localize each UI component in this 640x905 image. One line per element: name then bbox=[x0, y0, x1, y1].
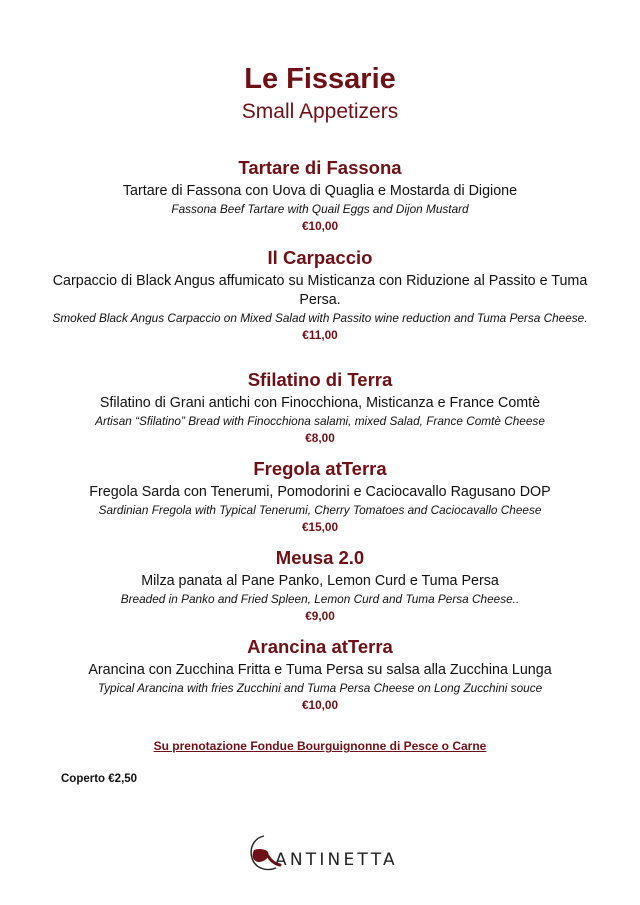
menu-item-sfilatino bbox=[50, 368, 590, 447]
menu-item-description-english: Breaded in Panko and Fried Spleen, Lemon Curd and Tuma Persa Cheese.. bbox=[120, 592, 520, 606]
menu-item-fregola bbox=[50, 457, 590, 536]
menu-item-description-english: Smoked Black Angus Carpaccio on Mixed Salad with Passito wine reduction and Tuma Persa Cheese. bbox=[52, 311, 588, 325]
menu-item-price: €10,00 bbox=[301, 219, 339, 233]
menu-item-price: €9,00 bbox=[305, 609, 335, 623]
menu-item-name: Tartare di Fassona bbox=[238, 157, 402, 178]
menu-item-price: €11,00 bbox=[302, 328, 338, 342]
page-title: Le Fissarie bbox=[244, 63, 396, 95]
menu-item-name: Fregola atTerra bbox=[253, 458, 387, 479]
menu-item-price: €15,00 bbox=[301, 520, 339, 534]
menu-item-carpaccio bbox=[50, 246, 590, 344]
menu-item-description-english: Artisan “Sfilatino” Bread with Finocchiona salami, mixed Salad, France Comtè Cheese bbox=[95, 414, 545, 428]
menu-item-description-english: Fassona Beef Tartare with Quail Eggs and Dijon Mustard bbox=[171, 202, 469, 216]
menu-item-description-italian: Carpaccio di Black Angus affumicato su Misticanza con Riduzione al Passito e Tuma Persa. bbox=[52, 273, 588, 308]
menu-item-name: Il Carpaccio bbox=[267, 247, 373, 268]
menu-item-price: €8,00 bbox=[305, 431, 335, 445]
menu-item-description-italian: Sfilatino di Grani antichi con Finocchiona, Misticanza e France Comtè bbox=[99, 395, 541, 411]
restaurant-logo bbox=[244, 828, 404, 878]
menu-item-description-english: Typical Arancina with fries Zucchini and Tuma Persa Cheese on Long Zucchini souce bbox=[97, 681, 543, 695]
menu-item-description-italian: Arancina con Zucchina Fritta e Tuma Persa su salsa alla Zucchina Lunga bbox=[88, 662, 552, 678]
cover-charge: Coperto €2,50 bbox=[61, 773, 138, 785]
menu-item-description-italian: Fregola Sarda con Tenerumi, Pomodorini e Caciocavallo Ragusano DOP bbox=[89, 484, 551, 500]
menu-item-arancina bbox=[50, 635, 590, 714]
fondue-reservation-link[interactable]: Su prenotazione Fondue Bourguignonne di Pesce o Carne bbox=[153, 739, 487, 753]
logo-wordmark: ANTINETTA bbox=[275, 850, 398, 870]
menu-item-name: Meusa 2.0 bbox=[275, 547, 365, 568]
menu-item-name: Sfilatino di Terra bbox=[247, 369, 393, 390]
page-subtitle: Small Appetizers bbox=[241, 100, 399, 123]
menu-item-description-english: Sardinian Fregola with Typical Tenerumi, Cherry Tomatoes and Caciocavallo Cheese bbox=[98, 503, 542, 517]
menu-item-meusa bbox=[50, 546, 590, 625]
menu-item-tartare bbox=[50, 156, 590, 235]
menu-item-description-italian: Tartare di Fassona con Uova di Quaglia e Mostarda di Digione bbox=[122, 183, 518, 199]
menu-item-description-italian: Milza panata al Pane Panko, Lemon Curd e Tuma Persa bbox=[141, 573, 499, 589]
menu-item-price: €10,00 bbox=[301, 698, 339, 712]
menu-item-name: Arancina atTerra bbox=[247, 636, 393, 657]
